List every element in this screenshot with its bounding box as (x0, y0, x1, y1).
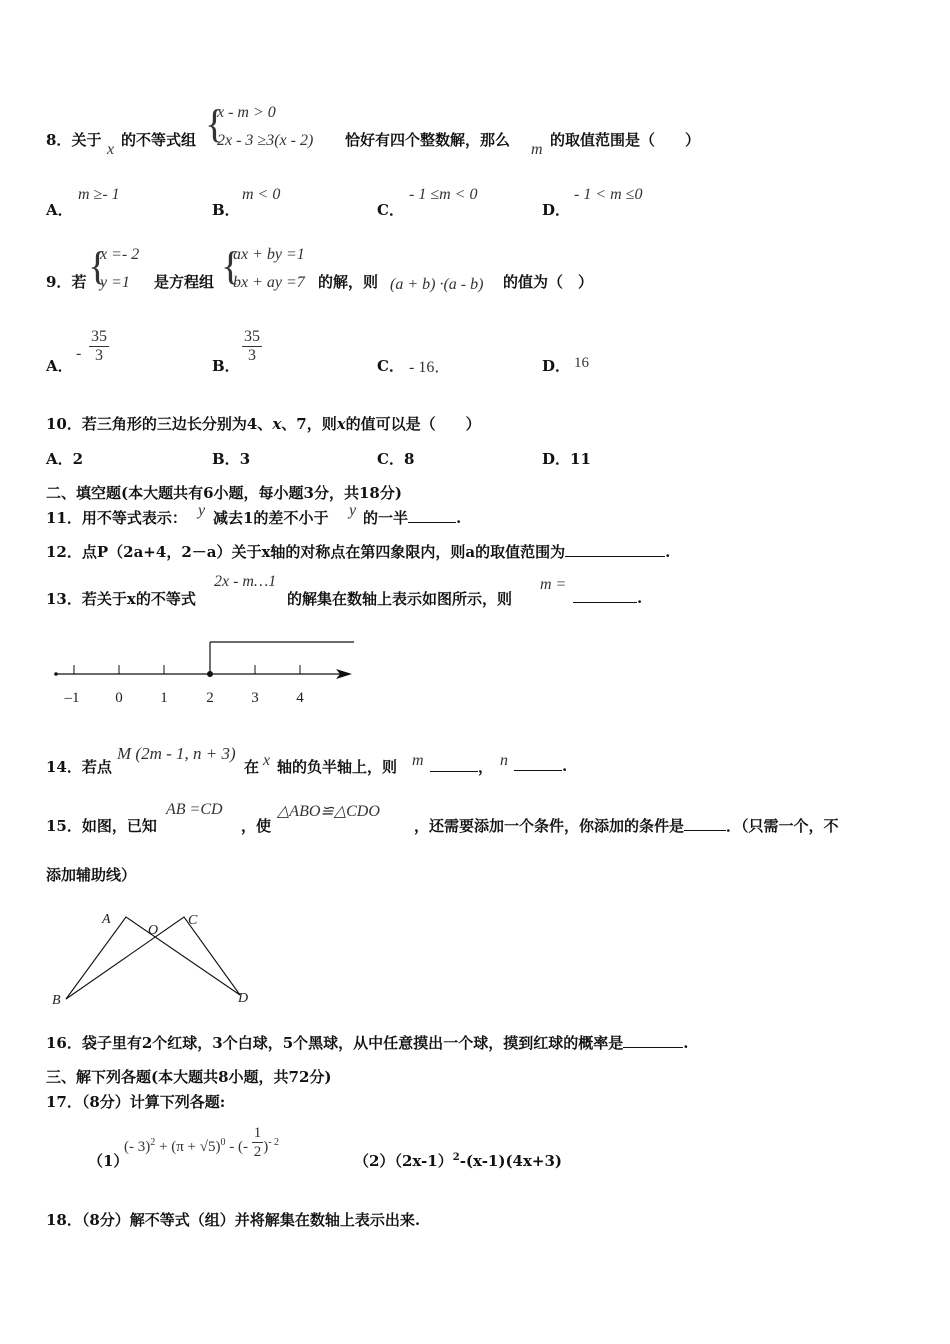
q14-var-x: x (263, 752, 271, 769)
q12-answer-blank[interactable] (565, 542, 665, 557)
q12-text: 12．点P（2a+4，2－a）关于x轴的对称点在第四象限内，则a的取值范围为 (46, 543, 566, 561)
q13-number-line-figure (40, 630, 370, 720)
q16-period: . (683, 1034, 689, 1052)
q10-text-b: 、7，则 (281, 415, 337, 433)
q8-option-a-expr: m ≥- 1 (78, 186, 120, 203)
q9-text-3: 的解，则 (318, 273, 379, 291)
q10-option-d[interactable] (542, 448, 591, 469)
q9-solution-line2: y =1 (100, 274, 130, 291)
q15-text-c-line (414, 815, 839, 836)
label-d: D (238, 991, 249, 1006)
q13-text-b: 的解集在数轴上表示如图所示，则 (287, 590, 513, 608)
q9-text-4: 的值为（ ） (503, 273, 594, 291)
q8-option-c-expr: - 1 ≤m < 0 (409, 186, 478, 203)
q11-answer-blank[interactable] (408, 508, 456, 523)
q17-p1-exp-2: 0 (220, 1136, 226, 1148)
q10-var-x-2: x (336, 415, 346, 433)
q17-part2 (354, 1150, 562, 1171)
q16-line (46, 1032, 688, 1053)
axis-label-3: 3 (251, 690, 259, 706)
q15-expr-ab-cd: AB =CD (166, 801, 223, 818)
q9-option-a-sign: - (76, 345, 82, 362)
q14-var-m: m (412, 752, 424, 769)
q8-var-m: m (531, 141, 543, 158)
q8-system-line2: 2x - 3 ≥3(x - 2) (217, 132, 314, 149)
q14-blank-m-line (430, 756, 493, 777)
q15-text-a: 15．如图，已知 (46, 817, 157, 835)
q9-expression: (a + b) ·(a - b) (390, 276, 484, 293)
q9-option-a-denominator: 3 (95, 347, 103, 364)
q17-p2-term-b: -(x-1)(4x+3) (459, 1152, 563, 1170)
q8-system-line1: x - m > 0 (217, 104, 276, 121)
q13-text-a: 13．若关于x的不等式 (46, 590, 196, 608)
q11-text-c: 的一半 (363, 509, 409, 527)
q8-text-1: 关于 (71, 131, 102, 149)
q14-text-c: 轴的负半轴上，则 (277, 758, 398, 776)
axis-label-0: 0 (115, 690, 123, 706)
q17-p1-numerator: 1 (253, 1125, 262, 1141)
q9-option-a-fraction (89, 328, 109, 365)
q9-text-1: 若 (71, 273, 87, 291)
solution-closed-dot (207, 671, 213, 677)
q17-p1-term-a: (- 3) (124, 1138, 151, 1155)
q13-inequality: 2x - m…1 (214, 573, 277, 590)
q10-text-c: 的值可以是（ ） (345, 415, 481, 433)
q8-option-a-label: A． (46, 201, 73, 219)
axis-label-4: 4 (296, 690, 304, 706)
q13-m-equals: m = (540, 576, 567, 593)
number-line-left-end (54, 672, 58, 676)
q17-text: 17．（8分）计算下列各题: (46, 1093, 226, 1111)
q9-option-b-numerator: 35 (244, 328, 260, 345)
q17-p1-denominator: 2 (253, 1144, 262, 1160)
q9-solution-brace: { (88, 243, 108, 288)
q9-text-2: 是方程组 (154, 273, 215, 291)
q12-period: . (665, 543, 671, 561)
label-a: A (102, 912, 111, 927)
q15-text-b: ，使 (241, 817, 272, 835)
q9-option-c-label: C． (377, 357, 404, 375)
q11-var-y: y (198, 502, 206, 519)
q14-text-a: 14．若点 (46, 758, 112, 776)
q14-answer-blank-m[interactable] (430, 757, 478, 772)
q9-option-d-label: D． (542, 357, 571, 375)
q10-option-a-label: A． (46, 450, 73, 468)
q11-text-b: 减去1的差不小于 (213, 509, 329, 527)
q8-var-x: x (107, 141, 115, 158)
q17-p1-fraction (252, 1124, 264, 1161)
q17-p1-term-c: - (- (225, 1138, 252, 1155)
section-3-heading: 三、解下列各题(本大题共8小题，共72分) (46, 1068, 332, 1086)
q12-line (46, 541, 670, 562)
q16-text: 16．袋子里有2个红球，3个白球，5个黑球，从中任意摸出一个球，摸到红球的概率是 (46, 1034, 624, 1052)
q9-option-d-expr: 16 (574, 355, 589, 371)
q8-text-2: 的不等式组 (121, 131, 197, 149)
q10-option-d-value: 11 (570, 450, 591, 468)
q8-brace: { (205, 101, 225, 146)
q10-text-a: 10．若三角形的三边长分别为4、 (46, 415, 273, 433)
q9-stem (46, 271, 86, 292)
q14-point-m: M (2m - 1, n + 3) (117, 744, 236, 763)
q17-p1-term-d: ) (263, 1138, 269, 1155)
q17-part2-label: （2） (354, 1152, 395, 1170)
q16-answer-blank[interactable] (623, 1033, 683, 1048)
q10-option-b-label: B． (212, 450, 240, 468)
q18-text: 18．（8分）解不等式（组）并将解集在数轴上表示出来. (46, 1211, 421, 1229)
q9-option-c-expr: - 16． (409, 359, 451, 376)
q8-text-4: 的取值范围是（ ） (550, 131, 701, 149)
q8-option-d-expr: - 1 < m ≤0 (574, 186, 643, 203)
q11-period: . (456, 509, 462, 527)
q17-p2-exp: 2 (452, 1152, 460, 1163)
section-2-heading: 二、填空题(本大题共有6小题，每小题3分，共18分) (46, 484, 402, 502)
q13-period: . (637, 589, 643, 607)
q9-option-b-fraction (242, 328, 262, 365)
q11-text-c-line (363, 507, 461, 528)
q14-comma: ， (478, 758, 494, 776)
q10-option-c[interactable] (377, 448, 414, 469)
q17-part1-label: （1） (88, 1152, 129, 1170)
q14-period: . (562, 757, 568, 775)
q10-option-c-label: C． (377, 450, 404, 468)
q17-p1-term-b: + (π + √5) (155, 1138, 221, 1155)
q15-answer-blank[interactable] (684, 816, 726, 831)
q14-var-n: n (500, 752, 508, 769)
q10-var-x: x (272, 415, 282, 433)
q13-blank-line (573, 588, 642, 607)
q9-system-line1: ax + by =1 (233, 246, 305, 263)
q9-solution-line1: x =- 2 (100, 246, 140, 263)
q15-text-c: ，还需要添加一个条件，你添加的条件是 (414, 817, 685, 835)
q8-option-c-label: C． (377, 201, 404, 219)
axis-label-minus-1: –1 (64, 690, 80, 706)
q9-option-b-denominator: 3 (248, 347, 256, 364)
q8-text-3: 恰好有四个整数解，那么 (345, 131, 511, 149)
q9-option-a-label: A． (46, 357, 73, 375)
q10-option-c-value: 8 (403, 450, 415, 468)
q9-number: 9． (46, 273, 72, 291)
axis-label-2: 2 (206, 690, 214, 706)
q10-option-b-value: 3 (239, 450, 251, 468)
q10-option-d-label: D． (542, 450, 571, 468)
q17-part1-expression (124, 1125, 280, 1161)
q9-system-brace: { (221, 243, 241, 288)
q17-p1-exp-3: - 2 (268, 1136, 280, 1148)
q17-p2-term-a: （2x-1） (394, 1152, 453, 1170)
q17-p1-exp-1: 2 (150, 1136, 156, 1148)
q8-number: 8． (46, 131, 72, 149)
q8-stem (46, 129, 101, 150)
q15-text-d: ．（只需一个，不 (726, 817, 839, 835)
q9-system-line2: bx + ay =7 (233, 274, 305, 291)
q9-option-a-numerator: 35 (91, 328, 107, 345)
q14-text-b: 在 (244, 758, 260, 776)
q13-answer-blank[interactable] (573, 588, 637, 603)
q14-answer-blank-n[interactable] (514, 756, 562, 771)
q9-option-b-label: B． (212, 357, 240, 375)
axis-label-1: 1 (160, 690, 168, 706)
label-c: C (188, 913, 198, 928)
q15-text-line2: 添加辅助线） (46, 866, 137, 884)
q14-blank-n-line (514, 756, 567, 775)
q8-option-b-expr: m < 0 (242, 186, 281, 203)
q10-option-a-value: 2 (72, 450, 84, 468)
q10-stem (46, 413, 481, 434)
q11-text-a: 11．用不等式表示： (46, 509, 187, 527)
label-o: O (148, 923, 159, 938)
q10-option-b[interactable] (212, 448, 250, 469)
q11-var-y-2: y (349, 502, 357, 519)
q8-option-b-label: B． (212, 201, 240, 219)
label-b: B (52, 993, 61, 1008)
q8-option-d-label: D． (542, 201, 571, 219)
q10-option-a[interactable] (46, 448, 83, 469)
q15-triangle-figure (40, 900, 270, 1015)
q15-expr-congruent: △ABO≌△CDO (277, 803, 380, 820)
